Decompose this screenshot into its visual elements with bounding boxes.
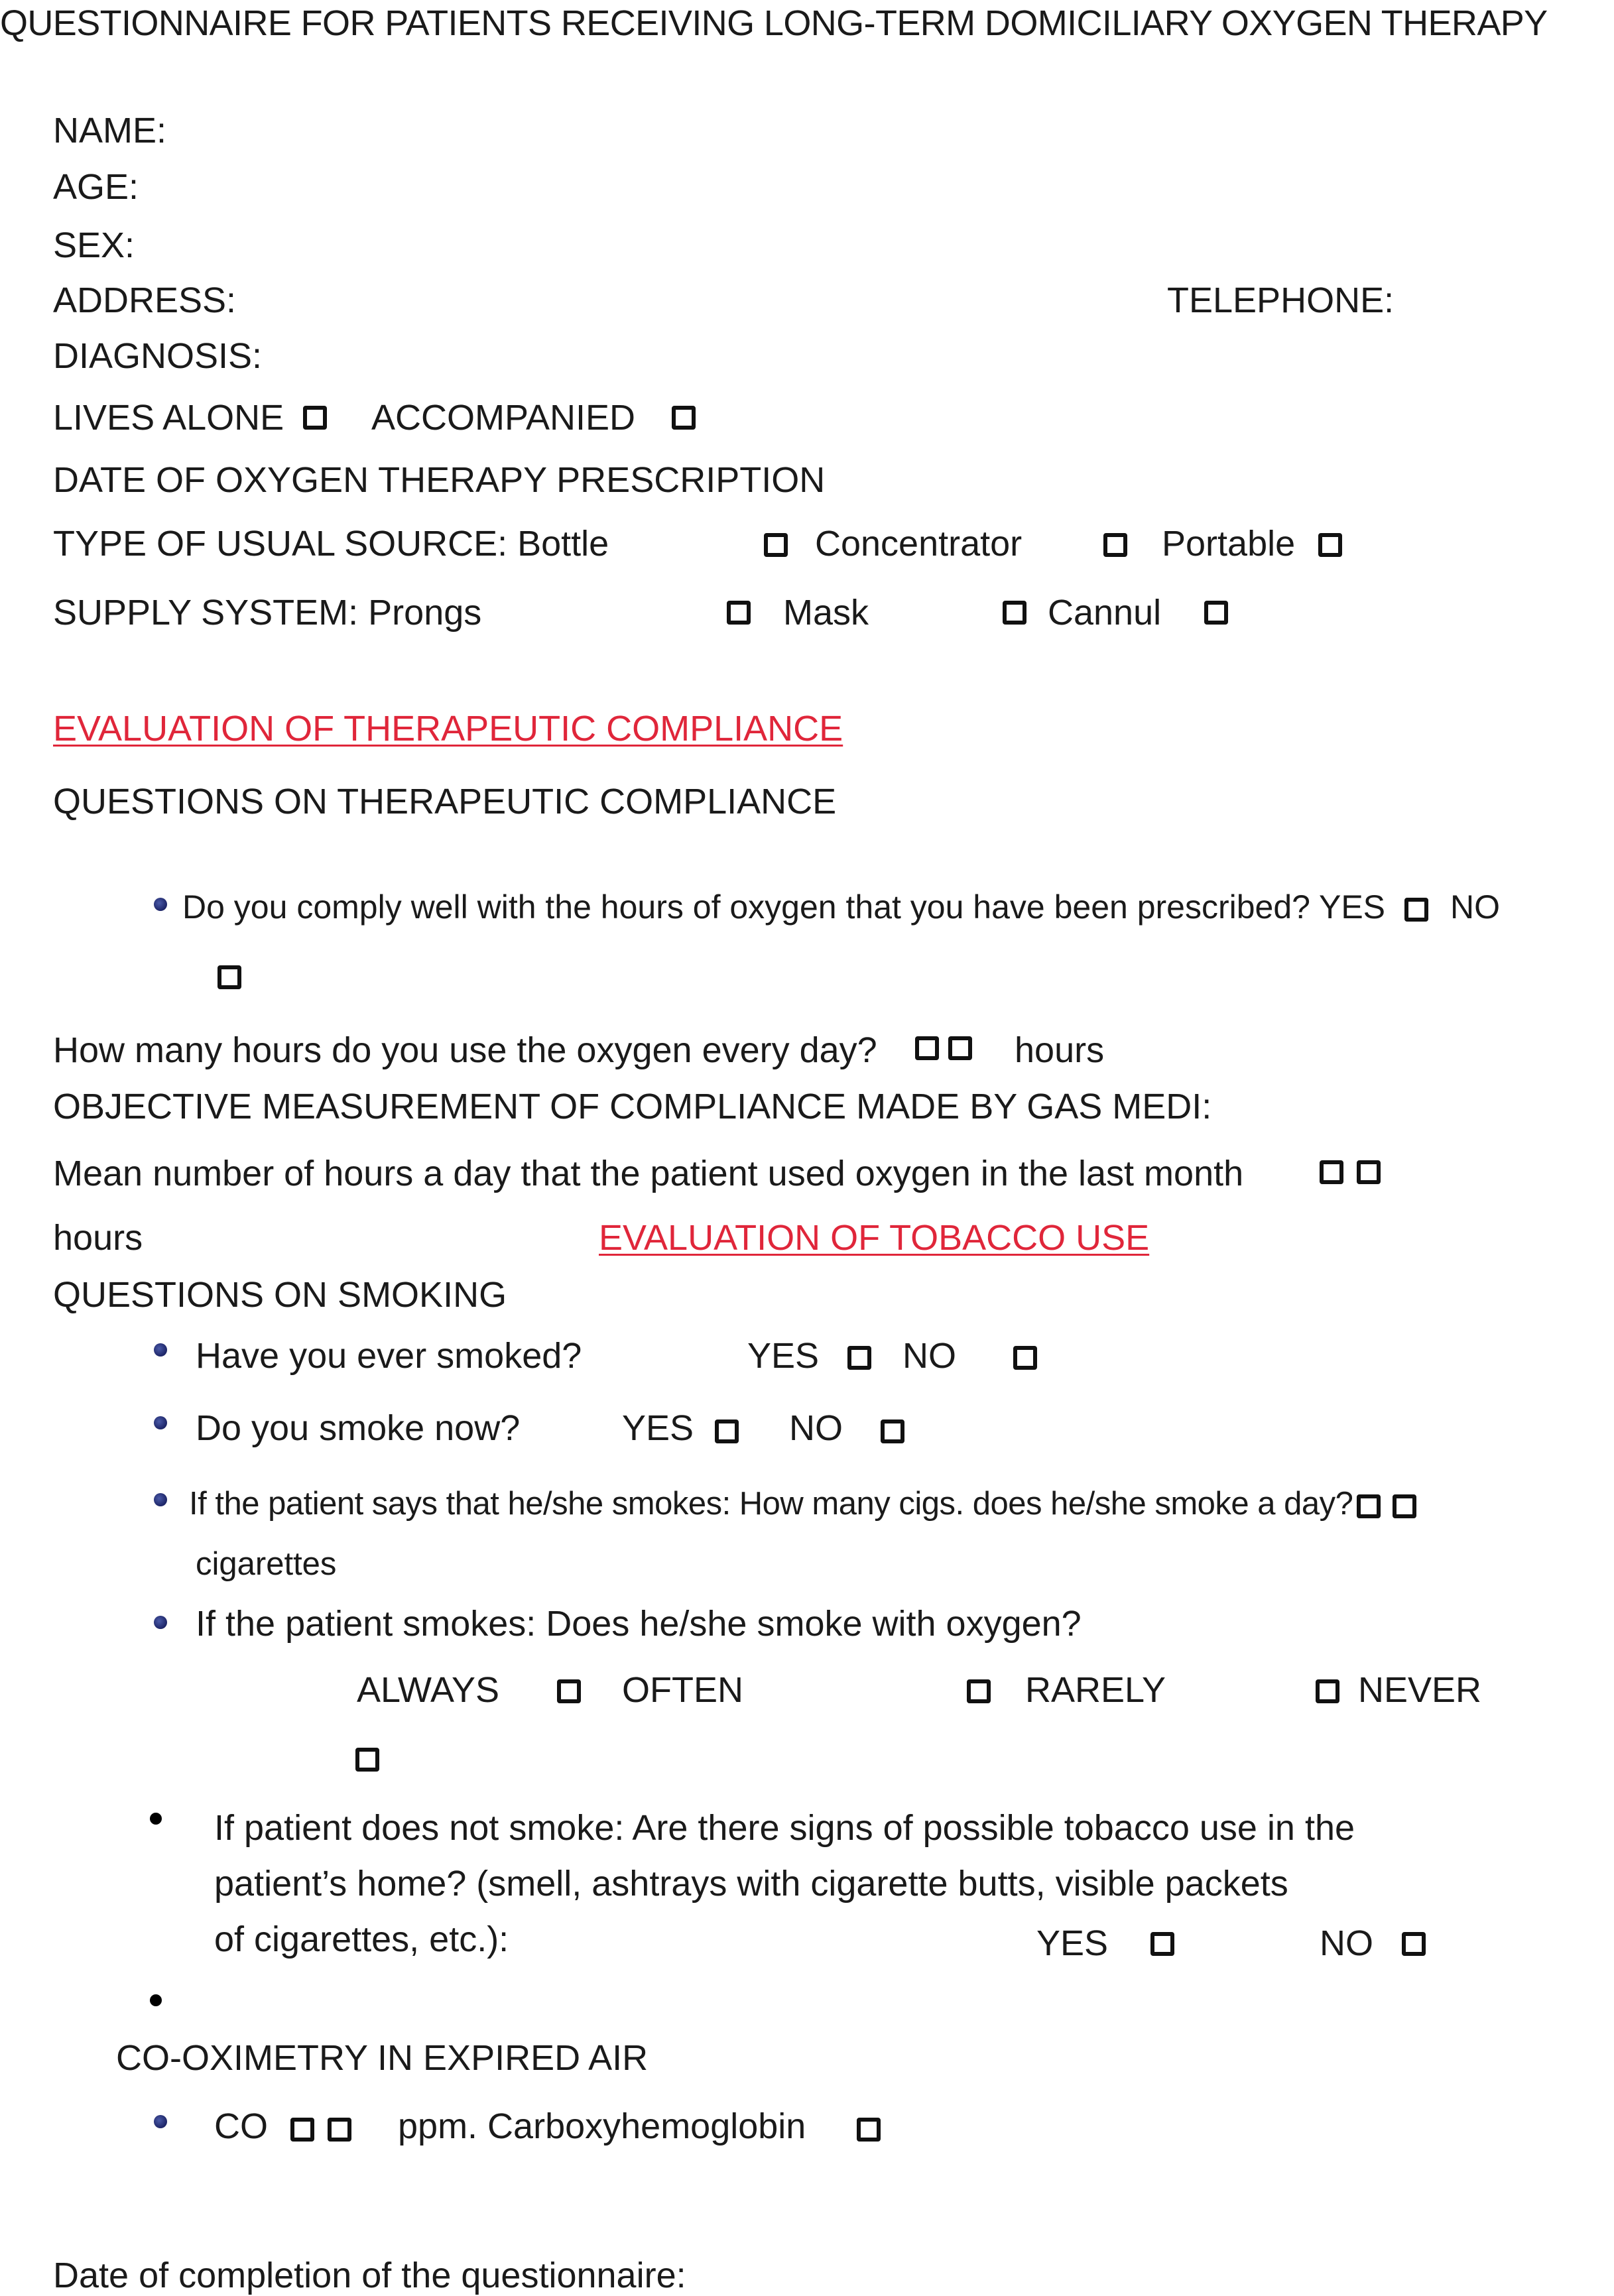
carboxyhemoglobin-box[interactable]: [857, 2118, 881, 2142]
cigs-digit-2-box[interactable]: [1393, 1494, 1416, 1518]
bullet-icon: [154, 1493, 167, 1506]
cigs-question: If the patient says that he/she smokes: How many cigs. does he/she smoke a day?: [189, 1486, 1353, 1522]
bullet-icon: [154, 2115, 167, 2128]
bullet-icon: [154, 1343, 167, 1357]
hours-unit: hours: [1015, 1030, 1105, 1070]
ever-smoked-yes-label: YES: [747, 1336, 820, 1376]
age-label: AGE:: [53, 167, 139, 207]
smoke-now-yes-label: YES: [622, 1408, 694, 1448]
concentrator-checkbox[interactable]: [1103, 533, 1127, 557]
with-oxygen-question: If the patient smokes: Does he/she smoke with oxygen?: [196, 1604, 1082, 1644]
tobacco-section-heading: EVALUATION OF TOBACCO USE: [599, 1218, 1150, 1258]
signs-yes-label: YES: [1036, 1923, 1109, 1963]
cooximetry-heading: CO-OXIMETRY IN EXPIRED AIR: [116, 2038, 649, 2078]
co-label: CO: [214, 2106, 268, 2146]
compliance-questions-heading: QUESTIONS ON THERAPEUTIC COMPLIANCE: [53, 782, 837, 821]
co-digit-2-box[interactable]: [328, 2118, 351, 2142]
mean-hours-unit: hours: [53, 1218, 143, 1258]
source-label: TYPE OF USUAL SOURCE: Bottle: [53, 524, 609, 564]
mean-hours-digit-2-box[interactable]: [1357, 1160, 1381, 1184]
accompanied-checkbox[interactable]: [672, 406, 696, 430]
smoke-now-no-checkbox[interactable]: [881, 1420, 904, 1443]
cigs-digit-1-box[interactable]: [1357, 1494, 1381, 1518]
smoke-now-no-label: NO: [789, 1408, 843, 1448]
hours-digit-2-box[interactable]: [948, 1036, 972, 1060]
prescription-date-label: DATE OF OXYGEN THERAPY PRESCRIPTION: [53, 460, 826, 500]
cannul-checkbox[interactable]: [1204, 601, 1228, 625]
sex-label: SEX:: [53, 225, 135, 265]
bullet-icon: [154, 1416, 167, 1429]
compliance-q1-text: Do you comply well with the hours of oxygen that you have been prescribed? YES: [182, 888, 1386, 926]
ever-smoked-yes-checkbox[interactable]: [847, 1346, 871, 1370]
always-label: ALWAYS: [357, 1670, 500, 1710]
lives-alone-checkbox[interactable]: [303, 406, 327, 430]
bullet-icon: [154, 898, 167, 911]
objective-heading: OBJECTIVE MEASUREMENT OF COMPLIANCE MADE BY GAS MEDI:: [53, 1087, 1212, 1126]
ever-smoked-no-label: NO: [902, 1336, 956, 1376]
compliance-section-heading: EVALUATION OF THERAPEUTIC COMPLIANCE: [53, 709, 843, 749]
lives-alone-label: LIVES ALONE: [53, 398, 284, 438]
accompanied-label: ACCOMPANIED: [371, 398, 636, 438]
smoke-now-yes-checkbox[interactable]: [715, 1420, 739, 1443]
signs-question-line1: If patient does not smoke: Are there signs of possible tobacco use in the: [214, 1808, 1355, 1848]
concentrator-label: Concentrator: [815, 524, 1023, 564]
compliance-no-label: NO: [1450, 888, 1500, 926]
page-title: QUESTIONNAIRE FOR PATIENTS RECEIVING LONG-TERM DOMICILIARY OXYGEN THERAPY: [0, 3, 1548, 43]
portable-label: Portable: [1162, 524, 1296, 564]
bullet-icon: [150, 1994, 162, 2006]
mask-label: Mask: [783, 593, 869, 633]
name-label: NAME:: [53, 111, 167, 151]
mean-hours-text: Mean number of hours a day that the patient used oxygen in the last month: [53, 1154, 1244, 1193]
co-digit-1-box[interactable]: [290, 2118, 314, 2142]
often-checkbox[interactable]: [967, 1679, 991, 1703]
compliance-yes-checkbox[interactable]: [1404, 898, 1428, 922]
rarely-checkbox[interactable]: [1316, 1679, 1339, 1703]
hours-question: How many hours do you use the oxygen every day?: [53, 1030, 877, 1070]
signs-yes-checkbox[interactable]: [1150, 1932, 1174, 1956]
address-label: ADDRESS:: [53, 280, 237, 320]
compliance-no-checkbox[interactable]: [217, 965, 241, 989]
cannul-label: Cannul: [1048, 593, 1162, 633]
often-label: OFTEN: [622, 1670, 743, 1710]
hours-digit-1-box[interactable]: [915, 1036, 939, 1060]
never-label: NEVER: [1358, 1670, 1482, 1710]
rarely-label: RARELY: [1025, 1670, 1166, 1710]
cigs-unit: cigarettes: [196, 1546, 337, 1582]
portable-checkbox[interactable]: [1318, 533, 1342, 557]
ppm-carboxyhemoglobin-label: ppm. Carboxyhemoglobin: [398, 2106, 806, 2146]
diagnosis-label: DIAGNOSIS:: [53, 336, 263, 376]
bullet-icon: [150, 1813, 162, 1825]
ever-smoked-question: Have you ever smoked?: [196, 1336, 582, 1376]
telephone-label: TELEPHONE:: [1167, 280, 1395, 320]
never-checkbox[interactable]: [355, 1748, 379, 1772]
smoke-now-question: Do you smoke now?: [196, 1408, 521, 1448]
signs-question-line3: of cigarettes, etc.):: [214, 1919, 509, 1959]
prongs-checkbox[interactable]: [727, 601, 751, 625]
bottle-checkbox[interactable]: [764, 533, 788, 557]
signs-question-line2: patient’s home? (smell, ashtrays with cigarette butts, visible packets: [214, 1864, 1288, 1903]
signs-no-checkbox[interactable]: [1402, 1932, 1426, 1956]
bullet-icon: [154, 1616, 167, 1629]
completion-date-label: Date of completion of the questionnaire:: [53, 2256, 686, 2295]
ever-smoked-no-checkbox[interactable]: [1013, 1346, 1037, 1370]
mask-checkbox[interactable]: [1003, 601, 1026, 625]
smoking-questions-heading: QUESTIONS ON SMOKING: [53, 1275, 507, 1315]
supply-label: SUPPLY SYSTEM: Prongs: [53, 593, 482, 633]
signs-no-label: NO: [1320, 1923, 1373, 1963]
always-checkbox[interactable]: [557, 1679, 581, 1703]
mean-hours-digit-1-box[interactable]: [1320, 1160, 1343, 1184]
